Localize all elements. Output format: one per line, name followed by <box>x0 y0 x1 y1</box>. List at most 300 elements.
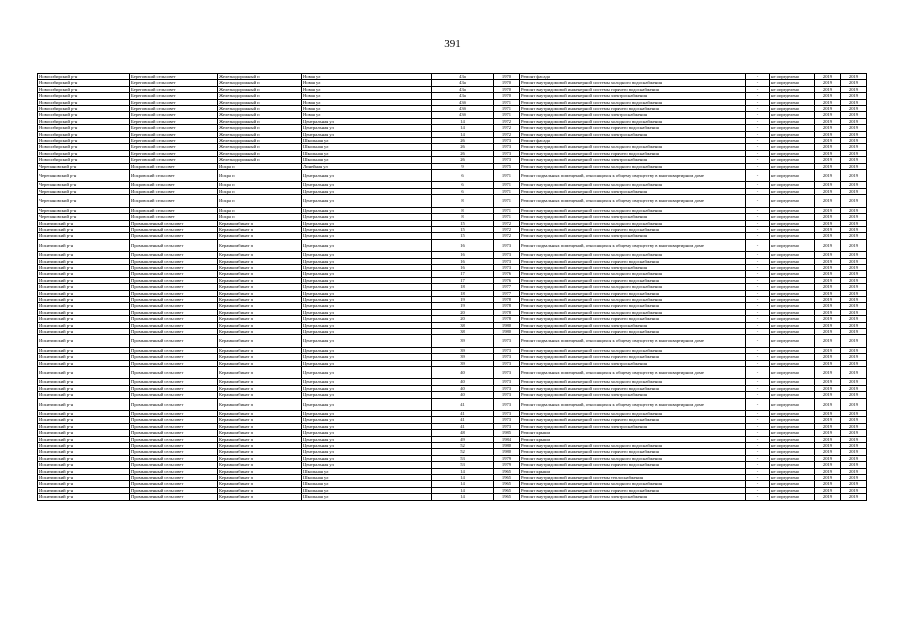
status-cell: не определено <box>770 195 815 207</box>
year-from-cell: 2019 <box>815 455 841 461</box>
status-cell: не определено <box>770 411 815 417</box>
status-cell: не определено <box>770 74 815 80</box>
locality-cell: Керамкомбинат п <box>218 411 302 417</box>
settlement-cell: Береговский сельсовет <box>130 112 218 118</box>
work-type-cell: Ремонт внутридомовой инженерной системы горячего водоснабжения <box>520 417 746 423</box>
street-cell: Центральная ул <box>302 264 432 270</box>
year-from-cell: 2019 <box>815 118 841 124</box>
work-type-cell: Ремонт внутридомовой инженерной системы холодного водоснабжения <box>520 163 746 169</box>
status-cell: не определено <box>770 328 815 334</box>
settlement-cell: Береговский сельсовет <box>130 144 218 150</box>
settlement-cell: Промышленный сельсовет <box>130 252 218 258</box>
settlement-cell: Промышленный сельсовет <box>130 322 218 328</box>
house-number-cell: 26 <box>432 157 494 163</box>
settlement-cell: Промышленный сельсовет <box>130 385 218 391</box>
year-to-cell: 2019 <box>841 481 867 487</box>
work-type-cell: Ремонт внутридомовой инженерной системы горячего водоснабжения <box>520 226 746 232</box>
status-cell: не определено <box>770 354 815 360</box>
settlement-cell: Береговский сельсовет <box>130 138 218 144</box>
district-cell: Искитимский р-н <box>38 258 130 264</box>
district-cell: Искитимский р-н <box>38 449 130 455</box>
locality-cell: Керамкомбинат п <box>218 494 302 500</box>
house-number-cell: 39 <box>432 360 494 366</box>
house-number-cell: 43а <box>432 93 494 99</box>
work-type-cell: Ремонт внутридомовой инженерной системы холодного водоснабжения <box>520 347 746 353</box>
year-built-cell: 1971 <box>494 170 520 182</box>
status-cell: не определено <box>770 398 815 410</box>
dash-cell: - <box>746 252 770 258</box>
district-cell: Искитимский р-н <box>38 347 130 353</box>
street-cell: Школьная ул <box>302 481 432 487</box>
dash-cell: - <box>746 462 770 468</box>
house-number-cell: 38 <box>432 322 494 328</box>
settlement-cell: Промышленный сельсовет <box>130 423 218 429</box>
settlement-cell: Промышленный сельсовет <box>130 392 218 398</box>
year-to-cell: 2019 <box>841 360 867 366</box>
year-to-cell: 2019 <box>841 125 867 131</box>
work-type-cell: Ремонт внутридомовой инженерной системы горячего водоснабжения <box>520 316 746 322</box>
work-type-cell: Ремонт внутридомовой инженерной системы холодного водоснабжения <box>520 252 746 258</box>
locality-cell: Керамкомбинат п <box>218 423 302 429</box>
district-cell: Новосибирский р-н <box>38 74 130 80</box>
locality-cell: Керамкомбинат п <box>218 284 302 290</box>
dash-cell: - <box>746 271 770 277</box>
district-cell: Искитимский р-н <box>38 411 130 417</box>
district-cell: Искитимский р-н <box>38 385 130 391</box>
status-cell: не определено <box>770 220 815 226</box>
street-cell: Новая ул <box>302 99 432 105</box>
status-cell: не определено <box>770 316 815 322</box>
locality-cell: Керамкомбинат п <box>218 462 302 468</box>
work-type-cell: Ремонт внутридомовой инженерной системы горячего водоснабжения <box>520 303 746 309</box>
settlement-cell: Промышленный сельсовет <box>130 449 218 455</box>
settlement-cell: Береговский сельсовет <box>130 125 218 131</box>
status-cell: не определено <box>770 284 815 290</box>
work-type-cell: Ремонт внутридомовой инженерной системы теплоснабжения <box>520 475 746 481</box>
work-type-cell: Ремонт подвальных помещений, относящихся к общему имуществу в многоквартирном доме <box>520 335 746 347</box>
street-cell: Новая ул <box>302 86 432 92</box>
year-to-cell: 2019 <box>841 220 867 226</box>
street-cell: Центральная ул <box>302 188 432 194</box>
street-cell: Новая ул <box>302 106 432 112</box>
locality-cell: Керамкомбинат п <box>218 385 302 391</box>
status-cell: не определено <box>770 360 815 366</box>
year-from-cell: 2019 <box>815 214 841 220</box>
settlement-cell: Промышленный сельсовет <box>130 290 218 296</box>
year-built-cell: 1973 <box>494 347 520 353</box>
year-built-cell: 1972 <box>494 220 520 226</box>
year-from-cell: 2019 <box>815 138 841 144</box>
locality-cell: Керамкомбинат п <box>218 360 302 366</box>
year-to-cell: 2019 <box>841 494 867 500</box>
dash-cell: - <box>746 481 770 487</box>
year-from-cell: 2019 <box>815 271 841 277</box>
district-cell: Искитимский р-н <box>38 417 130 423</box>
repair-schedule-table <box>37 73 867 501</box>
year-built-cell: 1965 <box>494 475 520 481</box>
settlement-cell: Береговский сельсовет <box>130 150 218 156</box>
settlement-cell: Промышленный сельсовет <box>130 296 218 302</box>
status-cell: не определено <box>770 163 815 169</box>
year-built-cell: 1972 <box>494 125 520 131</box>
year-to-cell: 2019 <box>841 118 867 124</box>
year-from-cell: 2019 <box>815 86 841 92</box>
street-cell: Центральная ул <box>302 226 432 232</box>
locality-cell: Железнодорожный п <box>218 93 302 99</box>
locality-cell: Искра п <box>218 207 302 213</box>
street-cell: Центральная ул <box>302 220 432 226</box>
street-cell: Центральная ул <box>302 290 432 296</box>
year-to-cell: 2019 <box>841 398 867 410</box>
status-cell: не определено <box>770 367 815 379</box>
locality-cell: Керамкомбинат п <box>218 417 302 423</box>
district-cell: Искитимский р-н <box>38 316 130 322</box>
year-to-cell: 2019 <box>841 86 867 92</box>
year-built-cell: 1973 <box>494 423 520 429</box>
work-type-cell: Ремонт фасада <box>520 138 746 144</box>
house-number-cell: 43б <box>432 106 494 112</box>
year-built-cell: 1973 <box>494 417 520 423</box>
street-cell: Центральная ул <box>302 195 432 207</box>
year-from-cell: 2019 <box>815 347 841 353</box>
street-cell: Центральная ул <box>302 423 432 429</box>
dash-cell: - <box>746 475 770 481</box>
work-type-cell: Ремонт внутридомовой инженерной системы электроснабжения <box>520 93 746 99</box>
house-number-cell: 49 <box>432 436 494 442</box>
status-cell: не определено <box>770 188 815 194</box>
status-cell: не определено <box>770 93 815 99</box>
dash-cell: - <box>746 138 770 144</box>
district-cell: Новосибирский р-н <box>38 157 130 163</box>
year-from-cell: 2019 <box>815 316 841 322</box>
locality-cell: Железнодорожный п <box>218 80 302 86</box>
street-cell: Центральная ул <box>302 233 432 239</box>
locality-cell: Керамкомбинат п <box>218 226 302 232</box>
status-cell: не определено <box>770 118 815 124</box>
year-to-cell: 2019 <box>841 347 867 353</box>
year-from-cell: 2019 <box>815 354 841 360</box>
year-from-cell: 2019 <box>815 494 841 500</box>
year-built-cell: 1970 <box>494 93 520 99</box>
year-built-cell: 1972 <box>494 226 520 232</box>
settlement-cell: Береговский сельсовет <box>130 118 218 124</box>
year-built-cell: 1970 <box>494 80 520 86</box>
work-type-cell: Ремонт внутридомовой инженерной системы холодного водоснабжения <box>520 271 746 277</box>
district-cell: Новосибирский р-н <box>38 93 130 99</box>
table-row <box>38 367 867 379</box>
district-cell: Искитимский р-н <box>38 475 130 481</box>
house-number-cell: 14 <box>432 481 494 487</box>
year-from-cell: 2019 <box>815 443 841 449</box>
district-cell: Искитимский р-н <box>38 430 130 436</box>
settlement-cell: Искровский сельсовет <box>130 195 218 207</box>
district-cell: Черепановский р-н <box>38 195 130 207</box>
dash-cell: - <box>746 207 770 213</box>
dash-cell: - <box>746 150 770 156</box>
street-cell: Центральная ул <box>302 309 432 315</box>
status-cell: не определено <box>770 347 815 353</box>
street-cell: Центральная ул <box>302 449 432 455</box>
year-built-cell: 1971 <box>494 112 520 118</box>
street-cell: Центральная ул <box>302 335 432 347</box>
house-number-cell: 17 <box>432 271 494 277</box>
year-built-cell: 1971 <box>494 195 520 207</box>
settlement-cell: Береговский сельсовет <box>130 86 218 92</box>
settlement-cell: Промышленный сельсовет <box>130 443 218 449</box>
year-built-cell: 1980 <box>494 449 520 455</box>
settlement-cell: Промышленный сельсовет <box>130 468 218 474</box>
district-cell: Искитимский р-н <box>38 303 130 309</box>
settlement-cell: Промышленный сельсовет <box>130 430 218 436</box>
dash-cell: - <box>746 258 770 264</box>
locality-cell: Керамкомбинат п <box>218 468 302 474</box>
status-cell: не определено <box>770 252 815 258</box>
settlement-cell: Промышленный сельсовет <box>130 284 218 290</box>
year-from-cell: 2019 <box>815 258 841 264</box>
status-cell: не определено <box>770 214 815 220</box>
year-from-cell: 2019 <box>815 233 841 239</box>
year-to-cell: 2019 <box>841 468 867 474</box>
year-to-cell: 2019 <box>841 417 867 423</box>
house-number-cell: 6 <box>432 188 494 194</box>
district-cell: Искитимский р-н <box>38 277 130 283</box>
dash-cell: - <box>746 118 770 124</box>
district-cell: Новосибирский р-н <box>38 150 130 156</box>
district-cell: Искитимский р-н <box>38 423 130 429</box>
year-from-cell: 2019 <box>815 264 841 270</box>
status-cell: не определено <box>770 487 815 493</box>
year-built-cell: 1978 <box>494 296 520 302</box>
year-to-cell: 2019 <box>841 258 867 264</box>
settlement-cell: Промышленный сельсовет <box>130 309 218 315</box>
year-built-cell: 1971 <box>494 188 520 194</box>
locality-cell: Искра п <box>218 170 302 182</box>
dash-cell: - <box>746 417 770 423</box>
dash-cell: - <box>746 99 770 105</box>
year-to-cell: 2019 <box>841 138 867 144</box>
dash-cell: - <box>746 112 770 118</box>
street-cell: Центральная ул <box>302 367 432 379</box>
year-from-cell: 2019 <box>815 163 841 169</box>
street-cell: Центральная ул <box>302 277 432 283</box>
work-type-cell: Ремонт внутридомовой инженерной системы холодного водоснабжения <box>520 455 746 461</box>
street-cell: Центральная ул <box>302 271 432 277</box>
street-cell: Школьная ул <box>302 494 432 500</box>
year-built-cell: 1965 <box>494 468 520 474</box>
settlement-cell: Промышленный сельсовет <box>130 411 218 417</box>
year-built-cell: 1965 <box>494 494 520 500</box>
district-cell: Черепановский р-н <box>38 182 130 188</box>
locality-cell: Железнодорожный п <box>218 157 302 163</box>
district-cell: Искитимский р-н <box>38 354 130 360</box>
house-number-cell: 52 <box>432 443 494 449</box>
house-number-cell: 16 <box>432 252 494 258</box>
house-number-cell: 14 <box>432 494 494 500</box>
locality-cell: Керамкомбинат п <box>218 264 302 270</box>
street-cell: Школьная ул <box>302 475 432 481</box>
year-from-cell: 2019 <box>815 93 841 99</box>
district-cell: Искитимский р-н <box>38 335 130 347</box>
year-from-cell: 2019 <box>815 360 841 366</box>
settlement-cell: Промышленный сельсовет <box>130 354 218 360</box>
dash-cell: - <box>746 182 770 188</box>
work-type-cell: Ремонт внутридомовой инженерной системы горячего водоснабжения <box>520 449 746 455</box>
work-type-cell: Ремонт внутридомовой инженерной системы горячего водоснабжения <box>520 328 746 334</box>
table-row <box>38 170 867 182</box>
work-type-cell: Ремонт подвальных помещений, относящихся к общему имуществу в многоквартирном доме <box>520 170 746 182</box>
settlement-cell: Искровский сельсовет <box>130 163 218 169</box>
settlement-cell: Промышленный сельсовет <box>130 360 218 366</box>
locality-cell: Искра п <box>218 195 302 207</box>
dash-cell: - <box>746 328 770 334</box>
work-type-cell: Ремонт внутридомовой инженерной системы электроснабжения <box>520 322 746 328</box>
year-to-cell: 2019 <box>841 277 867 283</box>
status-cell: не определено <box>770 455 815 461</box>
street-cell: Школьная ул <box>302 138 432 144</box>
year-built-cell: 1973 <box>494 138 520 144</box>
district-cell: Искитимский р-н <box>38 455 130 461</box>
status-cell: не определено <box>770 475 815 481</box>
dash-cell: - <box>746 449 770 455</box>
street-cell: Центральная ул <box>302 252 432 258</box>
district-cell: Искитимский р-н <box>38 252 130 258</box>
street-cell: Школьная ул <box>302 468 432 474</box>
district-cell: Искитимский р-н <box>38 328 130 334</box>
dash-cell: - <box>746 239 770 251</box>
house-number-cell: 16 <box>432 264 494 270</box>
dash-cell: - <box>746 423 770 429</box>
status-cell: не определено <box>770 86 815 92</box>
status-cell: не определено <box>770 112 815 118</box>
locality-cell: Железнодорожный п <box>218 99 302 105</box>
work-type-cell: Ремонт подвальных помещений, относящихся к общему имуществу в многоквартирном доме <box>520 398 746 410</box>
street-cell: Центральная ул <box>302 455 432 461</box>
locality-cell: Керамкомбинат п <box>218 322 302 328</box>
district-cell: Искитимский р-н <box>38 264 130 270</box>
district-cell: Искитимский р-н <box>38 436 130 442</box>
year-from-cell: 2019 <box>815 182 841 188</box>
district-cell: Новосибирский р-н <box>38 138 130 144</box>
settlement-cell: Промышленный сельсовет <box>130 475 218 481</box>
locality-cell: Керамкомбинат п <box>218 430 302 436</box>
year-to-cell: 2019 <box>841 157 867 163</box>
work-type-cell: Ремонт крыши <box>520 468 746 474</box>
year-to-cell: 2019 <box>841 290 867 296</box>
district-cell: Искитимский р-н <box>38 239 130 251</box>
settlement-cell: Промышленный сельсовет <box>130 367 218 379</box>
house-number-cell: 16 <box>432 258 494 264</box>
dash-cell: - <box>746 354 770 360</box>
dash-cell: - <box>746 214 770 220</box>
district-cell: Новосибирский р-н <box>38 131 130 137</box>
street-cell: Центральная ул <box>302 430 432 436</box>
work-type-cell: Ремонт внутридомовой инженерной системы горячего водоснабжения <box>520 487 746 493</box>
house-number-cell: 15 <box>432 233 494 239</box>
dash-cell: - <box>746 309 770 315</box>
year-from-cell: 2019 <box>815 328 841 334</box>
dash-cell: - <box>746 290 770 296</box>
year-to-cell: 2019 <box>841 475 867 481</box>
house-number-cell: 16 <box>432 239 494 251</box>
district-cell: Искитимский р-н <box>38 271 130 277</box>
work-type-cell: Ремонт внутридомовой инженерной системы горячего водоснабжения <box>520 86 746 92</box>
table-row <box>38 494 867 500</box>
locality-cell: Керамкомбинат п <box>218 303 302 309</box>
dash-cell: - <box>746 296 770 302</box>
year-from-cell: 2019 <box>815 475 841 481</box>
year-built-cell: 1980 <box>494 328 520 334</box>
work-type-cell: Ремонт внутридомовой инженерной системы горячего водоснабжения <box>520 385 746 391</box>
house-number-cell: 19 <box>432 303 494 309</box>
year-built-cell: 1972 <box>494 131 520 137</box>
settlement-cell: Промышленный сельсовет <box>130 328 218 334</box>
year-to-cell: 2019 <box>841 367 867 379</box>
year-to-cell: 2019 <box>841 150 867 156</box>
status-cell: не определено <box>770 138 815 144</box>
district-cell: Новосибирский р-н <box>38 86 130 92</box>
dash-cell: - <box>746 398 770 410</box>
settlement-cell: Береговский сельсовет <box>130 80 218 86</box>
house-number-cell: 26 <box>432 150 494 156</box>
status-cell: не определено <box>770 290 815 296</box>
locality-cell: Керамкомбинат п <box>218 379 302 385</box>
settlement-cell: Береговский сельсовет <box>130 74 218 80</box>
work-type-cell: Ремонт внутридомовой инженерной системы горячего водоснабжения <box>520 125 746 131</box>
year-to-cell: 2019 <box>841 423 867 429</box>
settlement-cell: Промышленный сельсовет <box>130 335 218 347</box>
street-cell: Центральная ул <box>302 118 432 124</box>
year-built-cell: 1973 <box>494 367 520 379</box>
year-from-cell: 2019 <box>815 430 841 436</box>
year-from-cell: 2019 <box>815 195 841 207</box>
year-from-cell: 2019 <box>815 398 841 410</box>
dash-cell: - <box>746 468 770 474</box>
settlement-cell: Береговский сельсовет <box>130 157 218 163</box>
status-cell: не определено <box>770 423 815 429</box>
year-built-cell: 1978 <box>494 303 520 309</box>
year-to-cell: 2019 <box>841 106 867 112</box>
year-from-cell: 2019 <box>815 150 841 156</box>
dash-cell: - <box>746 443 770 449</box>
house-number-cell: 26 <box>432 144 494 150</box>
year-built-cell: 1970 <box>494 86 520 92</box>
status-cell: не определено <box>770 462 815 468</box>
locality-cell: Керамкомбинат п <box>218 271 302 277</box>
year-from-cell: 2019 <box>815 487 841 493</box>
settlement-cell: Промышленный сельсовет <box>130 481 218 487</box>
dash-cell: - <box>746 131 770 137</box>
status-cell: не определено <box>770 481 815 487</box>
street-cell: Линейная ул <box>302 163 432 169</box>
settlement-cell: Промышленный сельсовет <box>130 258 218 264</box>
work-type-cell: Ремонт внутридомовой инженерной системы электроснабжения <box>520 157 746 163</box>
house-number-cell: 38 <box>432 328 494 334</box>
year-to-cell: 2019 <box>841 309 867 315</box>
year-from-cell: 2019 <box>815 392 841 398</box>
settlement-cell: Промышленный сельсовет <box>130 264 218 270</box>
house-number-cell: 14 <box>432 468 494 474</box>
work-type-cell: Ремонт внутридомовой инженерной системы электроснабжения <box>520 188 746 194</box>
house-number-cell: 41 <box>432 411 494 417</box>
locality-cell: Керамкомбинат п <box>218 436 302 442</box>
locality-cell: Железнодорожный п <box>218 125 302 131</box>
year-from-cell: 2019 <box>815 367 841 379</box>
status-cell: не определено <box>770 379 815 385</box>
year-from-cell: 2019 <box>815 239 841 251</box>
year-from-cell: 2019 <box>815 125 841 131</box>
year-built-cell: 1973 <box>494 411 520 417</box>
locality-cell: Керамкомбинат п <box>218 233 302 239</box>
